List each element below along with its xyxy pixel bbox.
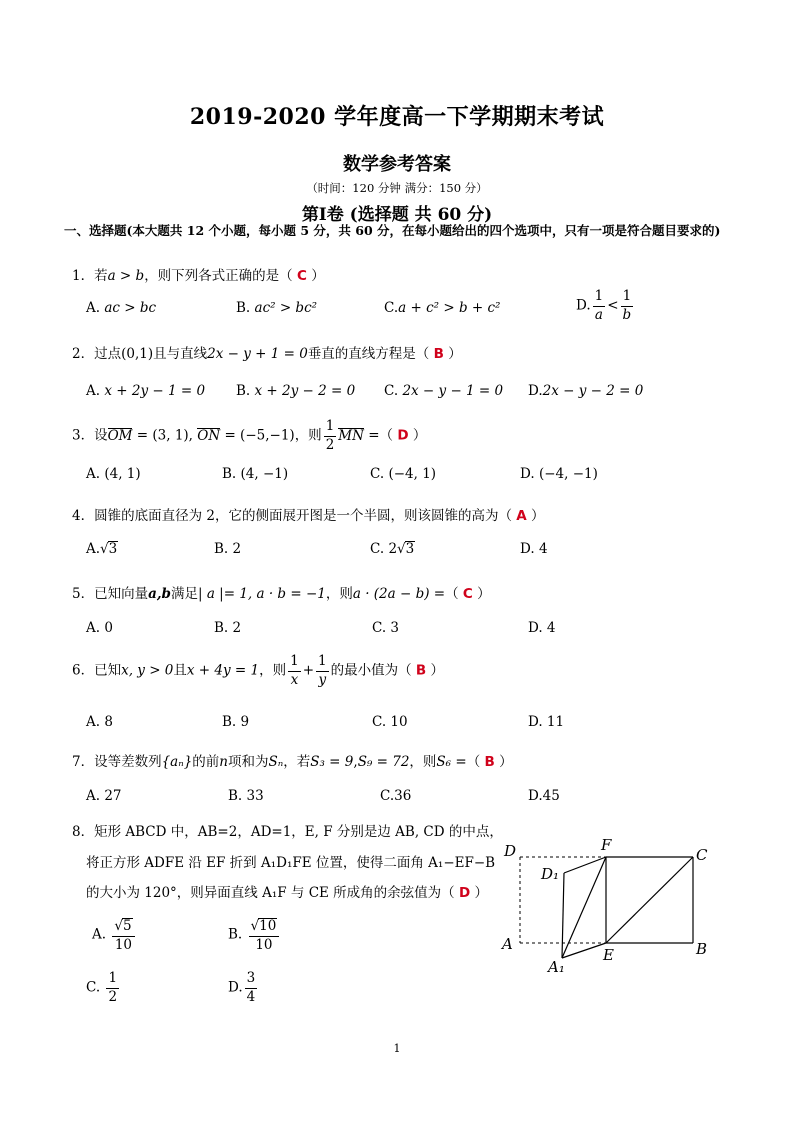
question-text: ，则 [294, 427, 322, 444]
option-value: 2 [388, 541, 398, 557]
denominator: 2 [108, 988, 118, 1005]
fraction [245, 972, 258, 1004]
question-number: 5． [72, 586, 95, 602]
denominator: 2 [325, 436, 335, 453]
math-expr: | a |= 1, a · b = −1 [197, 586, 326, 602]
question-1 [72, 264, 325, 284]
exam-meta: （时间：120 分钟 满分：150 分） [306, 181, 488, 195]
numerator: 1 [106, 972, 119, 989]
option-label: D. [528, 383, 543, 399]
option-label: D. [576, 297, 591, 314]
option-d: D. 11 [528, 714, 565, 730]
sqrt-sign: √ [100, 541, 109, 557]
option-label: A. [86, 466, 101, 482]
question-8-line-2: 将正方形 ADFE 沿 EF 折到 A₁D₁FE 位置，使得二面角 A₁−EF−B [86, 855, 496, 871]
option-value: 4 [538, 541, 548, 557]
math-expr: x + 4y = 1 [186, 662, 260, 679]
option-d [520, 541, 548, 557]
answer-mark: B [484, 754, 495, 770]
option-label: A. [86, 383, 101, 399]
option-value: (4, 1) [104, 466, 141, 482]
label-D: D [504, 842, 517, 860]
math-expr: = (−5,−1) [220, 427, 295, 444]
radicand: 3 [405, 541, 415, 557]
numerator: 1 [593, 290, 606, 307]
option-label: A. [92, 926, 107, 943]
fraction [593, 290, 606, 322]
option-value: (4, −1) [240, 466, 289, 482]
question-text: ，则 [325, 586, 353, 602]
question-text: 已知 [94, 662, 122, 679]
numerator: 1 [316, 655, 329, 672]
denominator: b [622, 306, 632, 323]
question-8-line-1 [72, 820, 503, 840]
question-text: , [353, 754, 358, 770]
math-expr: S₃ = 9 [310, 754, 354, 770]
question-text: 过点 [94, 346, 122, 362]
question-text: 的最小值为（ [330, 662, 416, 679]
math-expr: S₉ = 72 [357, 754, 410, 770]
question-number: 7． [72, 754, 95, 770]
question-number: 1． [72, 268, 95, 284]
math-expr: S₆ = [436, 754, 467, 770]
option-b: B. 33 [228, 788, 264, 804]
document-subtitle: 数学参考答案 [343, 154, 451, 175]
folded-rectangle-figure [496, 830, 726, 980]
question-number: 6． [72, 662, 95, 679]
option-label: B. [214, 541, 229, 557]
option-label: A. [86, 300, 101, 316]
option-b: B. 2 [214, 620, 242, 636]
option-d [576, 290, 635, 322]
option-a: A. 27 [86, 788, 122, 804]
fraction [288, 655, 301, 687]
option-value: 2x − y − 2 = 0 [542, 383, 644, 399]
question-text: ） [443, 346, 462, 362]
option-value: a + c² > b + c² [398, 300, 501, 316]
question-text: 设 [94, 427, 108, 444]
question-text: ，则 [409, 754, 437, 770]
math-expr: a,b [148, 586, 171, 602]
question-5 [72, 582, 491, 602]
question-text: ） [408, 427, 427, 444]
question-text: ，若 [283, 754, 311, 770]
math-expr: {aₙ} [161, 754, 193, 770]
question-4 [72, 504, 545, 524]
option-c [384, 300, 500, 316]
option-c [86, 972, 121, 1004]
question-text: 矩形 ABCD 中，AB=2，AD=1，E, F 分别是边 AB, CD 的中点， [94, 824, 503, 840]
radicand: 5 [122, 918, 132, 934]
option-c: C. 10 [372, 714, 408, 730]
question-text: 的前 [192, 754, 220, 770]
answer-mark: B [415, 662, 427, 679]
option-label: B. [236, 300, 251, 316]
fraction [621, 290, 634, 322]
option-label: B. [236, 383, 251, 399]
option-label: A. [86, 541, 101, 557]
math-expr: x, y > 0 [121, 662, 174, 679]
segment-CE [606, 857, 693, 943]
question-text: ） [472, 586, 491, 602]
question-number: 2． [72, 346, 95, 362]
option-d: D. 4 [528, 620, 556, 636]
option-label: C. [384, 300, 399, 316]
question-text: ） [470, 885, 488, 901]
label-A: A [502, 935, 513, 953]
question-text: （ [445, 586, 463, 602]
denominator: a [594, 306, 603, 323]
question-text: =（ [363, 427, 398, 444]
option-value: ac² > bc² [254, 300, 318, 316]
question-text: 满足 [170, 586, 198, 602]
option-d [528, 383, 643, 399]
option-b: B. 9 [222, 714, 250, 730]
numerator: 1 [621, 290, 634, 307]
option-label: B. [228, 926, 243, 943]
option-b [236, 383, 355, 399]
question-text: ） [494, 754, 513, 770]
option-a [86, 383, 205, 399]
question-text: ） [526, 508, 545, 524]
question-3 [72, 420, 426, 452]
option-b [214, 541, 241, 557]
fraction [106, 972, 119, 1004]
denominator: 10 [114, 936, 133, 953]
question-number: 4． [72, 508, 95, 524]
option-b [222, 466, 288, 482]
answer-mark: C [296, 268, 307, 284]
option-label: C. [384, 383, 399, 399]
fraction [316, 655, 329, 687]
question-6 [72, 655, 444, 687]
question-text: 设等差数列 [94, 754, 162, 770]
numerator: 1 [288, 655, 301, 672]
option-a: A. 8 [86, 714, 113, 730]
math-expr: a > b [107, 268, 145, 284]
option-b [228, 918, 281, 952]
question-text: ，则 [259, 662, 287, 679]
option-b [236, 300, 317, 316]
vector: ON [197, 427, 221, 444]
answer-mark: C [462, 586, 473, 602]
math-expr: (0,1) [121, 346, 154, 362]
math-expr: Sₙ [268, 754, 284, 770]
denominator: x [290, 671, 299, 688]
math-expr: = (3, 1), [132, 427, 198, 444]
radicand: 10 [259, 918, 277, 934]
option-c: C.36 [380, 788, 412, 804]
fraction [249, 918, 280, 952]
question-text: 圆锥的底面直径为 2，它的侧面展开图是一个半圆，则该圆锥的高为（ [94, 508, 517, 524]
vector: MN [338, 427, 364, 444]
page-number: 1 [393, 1042, 401, 1055]
operator: + [302, 662, 315, 679]
answer-mark: D [397, 427, 409, 444]
question-text: 且与直线 [153, 346, 208, 362]
label-A1: A₁ [548, 958, 565, 976]
option-c: C. 3 [372, 620, 400, 636]
option-value: ac > bc [104, 300, 157, 316]
option-c [384, 383, 503, 399]
section-heading: 一、选择题(本大题共 12 个小题，每小题 5 分，共 60 分，在每小题给出的四个选项中，只有一项是符合题目要求的) [64, 223, 721, 238]
numerator: √5 [112, 918, 134, 937]
option-value: 2 [232, 541, 242, 557]
math-expr: a · (2a − b) = [352, 586, 446, 602]
question-text: 垂直的直线方程是（ [307, 346, 434, 362]
math-expr: 2x − y + 1 = 0 [207, 346, 308, 362]
option-a [92, 918, 137, 952]
answer-mark: D [458, 885, 471, 901]
option-c [370, 541, 415, 557]
denominator: 4 [246, 988, 256, 1005]
math-expr: n [219, 754, 228, 770]
denominator: y [318, 671, 327, 688]
label-E: E [603, 946, 614, 964]
volume-heading: 第Ⅰ卷 (选择题 共 60 分) [301, 205, 493, 225]
vector: OM [107, 427, 133, 444]
edge-D1A1 [562, 873, 564, 958]
option-value: x + 2y − 1 = 0 [104, 383, 206, 399]
numerator: 1 [324, 420, 337, 437]
question-text: ） [426, 662, 445, 679]
option-label: C. [86, 979, 101, 996]
edge-A1E [562, 943, 606, 958]
fraction [112, 918, 134, 952]
question-text: 项和为 [228, 754, 269, 770]
question-8-line-3 [86, 881, 488, 901]
answer-mark: A [516, 508, 527, 524]
option-d [520, 466, 598, 482]
option-label: D. [520, 541, 535, 557]
option-a: A. 0 [86, 620, 113, 636]
answer-mark: B [433, 346, 444, 362]
option-label: C. [370, 541, 385, 557]
option-a [86, 300, 156, 316]
sqrt-sign: √ [397, 541, 406, 557]
label-C: C [696, 846, 708, 864]
option-label: B. [222, 466, 237, 482]
option-d [228, 972, 259, 1004]
fraction [324, 420, 337, 452]
operator: < [607, 297, 619, 314]
radicand: 3 [108, 541, 118, 557]
option-value: x + 2y − 2 = 0 [254, 383, 356, 399]
numerator: 3 [245, 972, 258, 989]
question-7 [72, 750, 513, 770]
question-text: ，则下列各式正确的是（ [144, 268, 297, 284]
question-number: 3． [72, 427, 95, 444]
option-label: C. [370, 466, 385, 482]
option-a [86, 466, 141, 482]
label-D1: D₁ [541, 865, 560, 883]
question-number: 8． [72, 824, 95, 840]
option-c [370, 466, 436, 482]
label-B: B [696, 940, 708, 958]
question-text: 已知向量 [94, 586, 149, 602]
question-text: （ [466, 754, 485, 770]
option-value: (−4, 1) [388, 466, 437, 482]
option-value: 2x − y − 1 = 0 [402, 383, 504, 399]
denominator: 10 [255, 936, 273, 953]
question-2 [72, 342, 462, 362]
option-value: (−4, −1) [538, 466, 598, 482]
question-text: ） [306, 268, 325, 284]
label-F: F [601, 836, 612, 854]
option-label: D. [520, 466, 535, 482]
option-label: D. [228, 979, 243, 996]
question-text: 若 [94, 268, 108, 284]
option-a [86, 541, 118, 557]
document-title: 2019-2020 学年度高一下学期期末考试 [189, 104, 605, 130]
numerator: √10 [249, 918, 280, 937]
question-text: 的大小为 120°，则异面直线 A₁F 与 CE 所成角的余弦值为（ [86, 885, 459, 901]
option-d: D.45 [528, 788, 560, 804]
question-text: 且 [173, 662, 187, 679]
